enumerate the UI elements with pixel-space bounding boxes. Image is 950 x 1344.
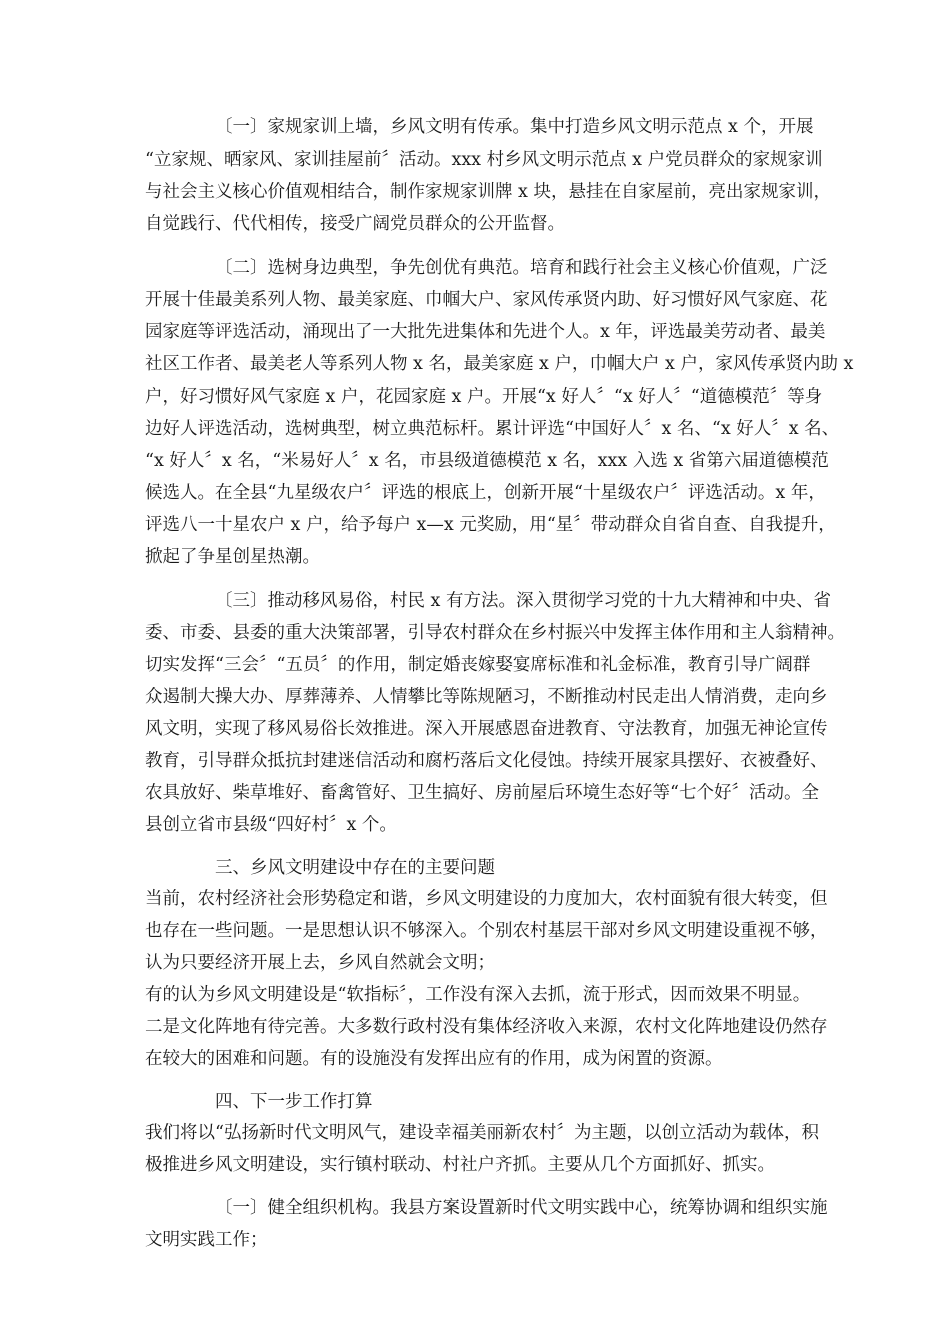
paragraph-line: 认为只要经济开展上去，乡风自然就会文明；	[145, 953, 495, 973]
paragraph-line: 〔一〕家规家训上墙，乡风文明有传承。集中打造乡风文明示范点 x 个，开展	[215, 117, 814, 137]
paragraph-line: 切实发挥“三会〞“五员〞的作用，制定婚丧嫁娶宴席标准和礼金标准，教育引导广阔群	[145, 655, 811, 675]
section-heading: 三、乡风文明建设中存在的主要问题	[215, 858, 495, 878]
paragraph-line: 边好人评选活动，选树典型，树立典范标杆。累计评选“中国好人〞x 名、“x 好人〞x 名、	[145, 419, 840, 439]
paragraph-line: 候选人。在全县“九星级农户〞评选的根底上，创新开展“十星级农户〞评选活动。x 年，	[145, 483, 826, 503]
paragraph-line: 众遏制大操大办、厚葬薄养、人情攀比等陈规陋习，不断推动村民走出人情消费，走向乡	[145, 687, 828, 707]
paragraph-line: 也存在一些问题。一是思想认识不够深入。个别农村基层干部对乡风文明建设重视不够，	[145, 921, 828, 941]
paragraph-line: 〔二〕选树身边典型，争先创优有典范。培育和践行社会主义核心价值观，广泛	[215, 258, 828, 278]
paragraph-line: 二是文化阵地有待完善。大多数行政村没有集体经济收入来源，农村文化阵地建设仍然存	[145, 1017, 828, 1037]
paragraph-line: 〔三〕推动移风易俗，村民 x 有方法。深入贯彻学习党的十九大精神和中央、省	[215, 591, 831, 611]
paragraph-line: “立家规、晒家风、家训挂屋前〞活动。xxx 村乡风文明示范点 x 户党员群众的家规家训	[145, 150, 823, 170]
paragraph-line: 当前，农村经济社会形势稳定和谐，乡风文明建设的力度加大，农村面貌有很大转变，但	[145, 889, 828, 909]
paragraph-line: 开展十佳最美系列人物、最美家庭、巾帼大户、家风传承贤内助、好习惯好风气家庭、花	[145, 290, 828, 310]
paragraph-line: 风文明，实现了移风易俗长效推进。深入开展感恩奋进教育、守法教育，加强无神论宣传	[145, 719, 828, 739]
paragraph-line: 教育，引导群众抵抗封建迷信活动和腐朽落后文化侵蚀。持续开展家具摆好、衣被叠好、	[145, 751, 828, 771]
paragraph-line: 掀起了争星创星热潮。	[145, 547, 320, 567]
paragraph-line: 自觉践行、代代相传，接受广阔党员群众的公开监督。	[145, 214, 565, 234]
paragraph-line: 〔一〕健全组织机构。我县方案设置新时代文明实践中心，统筹协调和组织实施	[215, 1198, 828, 1218]
paragraph-line: 县创立省市县级“四好村〞x 个。	[145, 815, 397, 835]
paragraph-line: 与社会主义核心价值观相结合，制作家规家训牌 x 块，悬挂在自家屋前，亮出家规家训，	[145, 182, 831, 202]
paragraph-line: 我们将以“弘扬新时代文明风气，建设幸福美丽新农村〞为主题，以创立活动为载体，积	[145, 1123, 819, 1143]
paragraph-line: 评选八一十星农户 x 户，给予每户 x—x 元奖励，用“星〞带动群众自省自查、自我提升，	[145, 515, 836, 535]
paragraph-line: 委、市委、县委的重大決策部署，引导农村群众在乡村振兴中发挥主体作用和主人翁精神。	[145, 623, 845, 643]
paragraph-line: 农具放好、柴草堆好、畜禽管好、卫生搞好、房前屋后环境生态好等“七个好〞活动。全	[145, 783, 819, 803]
paragraph-line: 户，好习惯好风气家庭 x 户，花园家庭 x 户。开展“x 好人〞“x 好人〞“道德模范〞等身	[145, 387, 823, 407]
paragraph-line: 园家庭等评选活动，涌现出了一大批先进集体和先进个人。x 年，评选最美劳动者、最美	[145, 322, 826, 342]
paragraph-line: 社区工作者、最美老人等系列人物 x 名，最美家庭 x 户，巾帼大户 x 户，家风传承贤内助 x	[145, 354, 854, 374]
paragraph-line: 文明实践工作；	[145, 1230, 268, 1250]
paragraph-line: 有的认为乡风文明建设是“软指标〞，工作没有深入去抓，流于形式，因而效果不明显。	[145, 985, 811, 1005]
paragraph-line: 极推进乡风文明建设，实行镇村联动、村社户齐抓。主要从几个方面抓好、抓实。	[145, 1155, 775, 1175]
paragraph-line: “x 好人〞x 名，“米易好人〞x 名，市县级道德模范 x 名，xxx 入选 x 省第六届道德模范	[145, 451, 829, 471]
paragraph-line: 在较大的困难和问题。有的设施没有发挥出应有的作用，成为闲置的资源。	[145, 1049, 723, 1069]
section-heading: 四、下一步工作打算	[215, 1092, 373, 1112]
